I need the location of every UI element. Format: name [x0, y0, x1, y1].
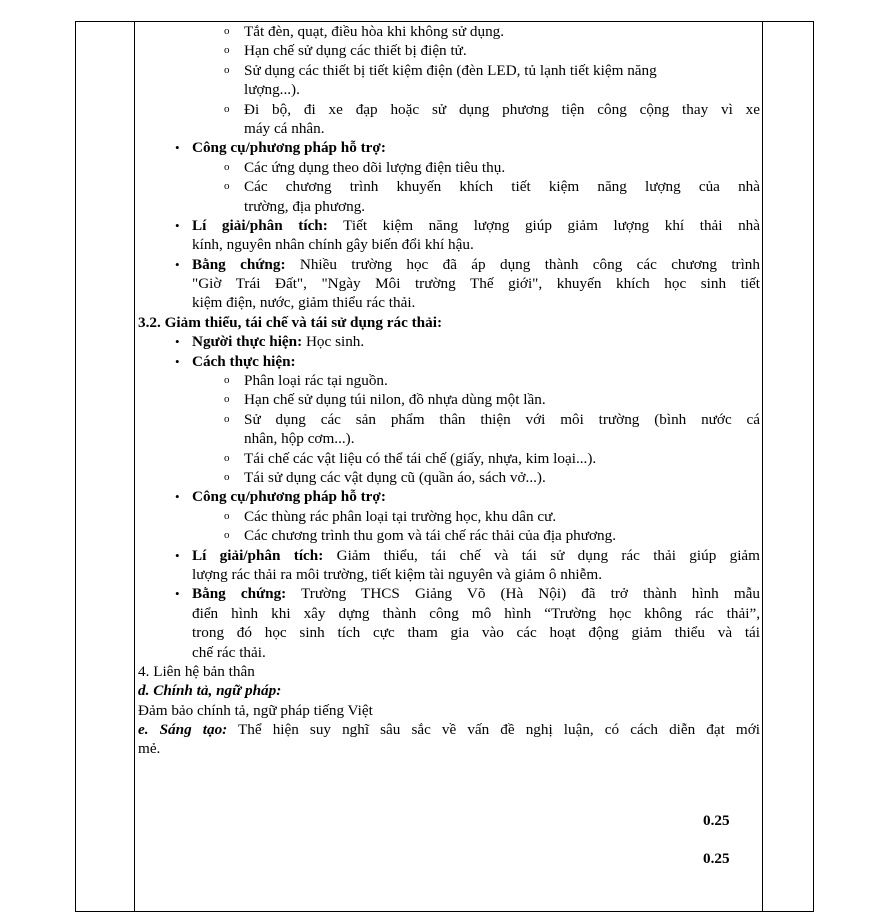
list-item: o Các chương trình thu gom và tái chế rác thải của địa phương. [224, 527, 617, 545]
hollow-bullet-icon: o [224, 180, 230, 193]
filled-bullet-icon: • [175, 334, 180, 350]
list-item-continuation: "Giờ Trái Đất", "Ngày Môi trường Thế giới", khuyến khích học sinh tiết [192, 275, 760, 293]
list-item-continuation: máy cá nhân. [244, 119, 325, 137]
criterion-text: Đảm bảo chính tả, ngữ pháp tiếng Việt [138, 701, 373, 719]
list-item: o Các chương trình khuyến khích tiết kiệm năng lượng của nhà [224, 178, 760, 196]
list-item: • Lí giải/phân tích: Tiết kiệm năng lượng giúp giảm lượng khí thải nhà [175, 216, 761, 234]
list-item: • Bằng chứng: Nhiều trường học đã áp dụng thành công các chương trình [175, 255, 760, 273]
list-item: • Công cụ/phương pháp hỗ trợ: [175, 488, 386, 506]
criterion-title: e. Sáng tạo: Thể hiện suy nghĩ sâu sắc về vấn đề nghị luận, có cách diễn đạt mới [138, 721, 760, 739]
list-item-continuation: điển hình khi xây dựng thành công mô hình “Trường học không rác thải”, [192, 604, 760, 622]
list-item-continuation: trong đó học sinh tích cực tham gia vào các hoạt động giảm thiểu và tái [192, 624, 760, 642]
hollow-bullet-icon: o [224, 25, 230, 37]
list-item-continuation: trường, địa phương. [244, 197, 366, 215]
list-item: • Lí giải/phân tích: Giảm thiểu, tái chế và tái sử dụng rác thải giúp giảm [175, 546, 760, 564]
filled-bullet-icon: • [175, 217, 180, 233]
hollow-bullet-icon: o [224, 102, 230, 115]
list-item: • Người thực hiện: Học sinh. [175, 333, 365, 351]
list-item: o Hạn chế sử dụng túi nilon, đồ nhựa dùng một lần. [224, 391, 546, 409]
score-column-cell [763, 22, 814, 912]
list-item: o Tái sử dụng các vật dụng cũ (quần áo, sách vở...). [224, 468, 546, 486]
list-item-continuation: lượng rác thải ra môi trường, tiết kiệm tài nguyên và giảm ô nhiễm. [192, 565, 603, 583]
list-item: o Các ứng dụng theo dõi lượng điện tiêu thụ. [224, 158, 506, 176]
hollow-bullet-icon: o [224, 509, 230, 522]
list-item-continuation: chế rác thải. [192, 643, 266, 661]
list-item: o Phân loại rác tại nguồn. [224, 372, 388, 390]
hollow-bullet-icon: o [224, 160, 230, 173]
hollow-bullet-icon: o [224, 374, 230, 387]
hollow-bullet-icon: o [224, 412, 230, 425]
filled-bullet-icon: • [175, 353, 180, 369]
left-column-cell [76, 22, 135, 912]
section-heading: 3.2. Giảm thiểu, tái chế và tái sử dụng rác thải: [138, 313, 443, 331]
content-cell [135, 22, 763, 912]
hollow-bullet-icon: o [224, 529, 230, 542]
hollow-bullet-icon: o [224, 63, 230, 76]
list-item: o Đi bộ, đi xe đạp hoặc sử dụng phương tiện công cộng thay vì xe [224, 100, 760, 118]
content-body [135, 22, 762, 759]
filled-bullet-icon: • [175, 586, 180, 602]
list-item: o Tắt đèn, quạt, điều hòa khi không sử dụng. [224, 23, 505, 40]
filled-bullet-icon: • [175, 547, 180, 563]
list-item: • Cách thực hiện: [175, 352, 296, 370]
criterion-title: d. Chính tả, ngữ pháp: [138, 682, 282, 700]
list-item-continuation: kính, nguyên nhân chính gây biến đổi khí hậu. [192, 236, 474, 254]
hollow-bullet-icon: o [224, 451, 230, 464]
list-item-continuation: lượng...). [244, 81, 300, 99]
filled-bullet-icon: • [175, 256, 180, 272]
filled-bullet-icon: • [175, 489, 180, 505]
list-item: o Các thùng rác phân loại tại trường học, khu dân cư. [224, 507, 557, 525]
hollow-bullet-icon: o [224, 470, 230, 483]
score-e: 0.25 [703, 850, 730, 867]
list-item: o Hạn chế sử dụng các thiết bị điện tử. [224, 42, 467, 60]
list-item: o Tái chế các vật liệu có thể tái chế (giấy, nhựa, kim loại...). [224, 449, 597, 467]
section-heading: 4. Liên hệ bản thân [138, 662, 255, 680]
answer-table [75, 21, 814, 912]
score-d: 0.25 [703, 812, 730, 829]
filled-bullet-icon: • [175, 140, 180, 156]
list-item: o Sử dụng các sản phẩm thân thiện với môi trường (bình nước cá [224, 410, 760, 428]
list-item: • Công cụ/phương pháp hỗ trợ: [175, 139, 386, 157]
list-item-continuation: kiệm điện, nước, giảm thiểu rác thải. [192, 294, 416, 312]
hollow-bullet-icon: o [224, 44, 230, 57]
list-item-continuation: nhân, hộp cơm...). [244, 430, 355, 448]
list-item: • Bằng chứng: Trường THCS Giảng Võ (Hà Nội) đã trở thành hình mẫu [175, 585, 760, 603]
list-item: o Sử dụng các thiết bị tiết kiệm điện (đèn LED, tủ lạnh tiết kiệm năng [224, 61, 657, 79]
criterion-text: mẻ. [138, 740, 161, 758]
hollow-bullet-icon: o [224, 393, 230, 406]
